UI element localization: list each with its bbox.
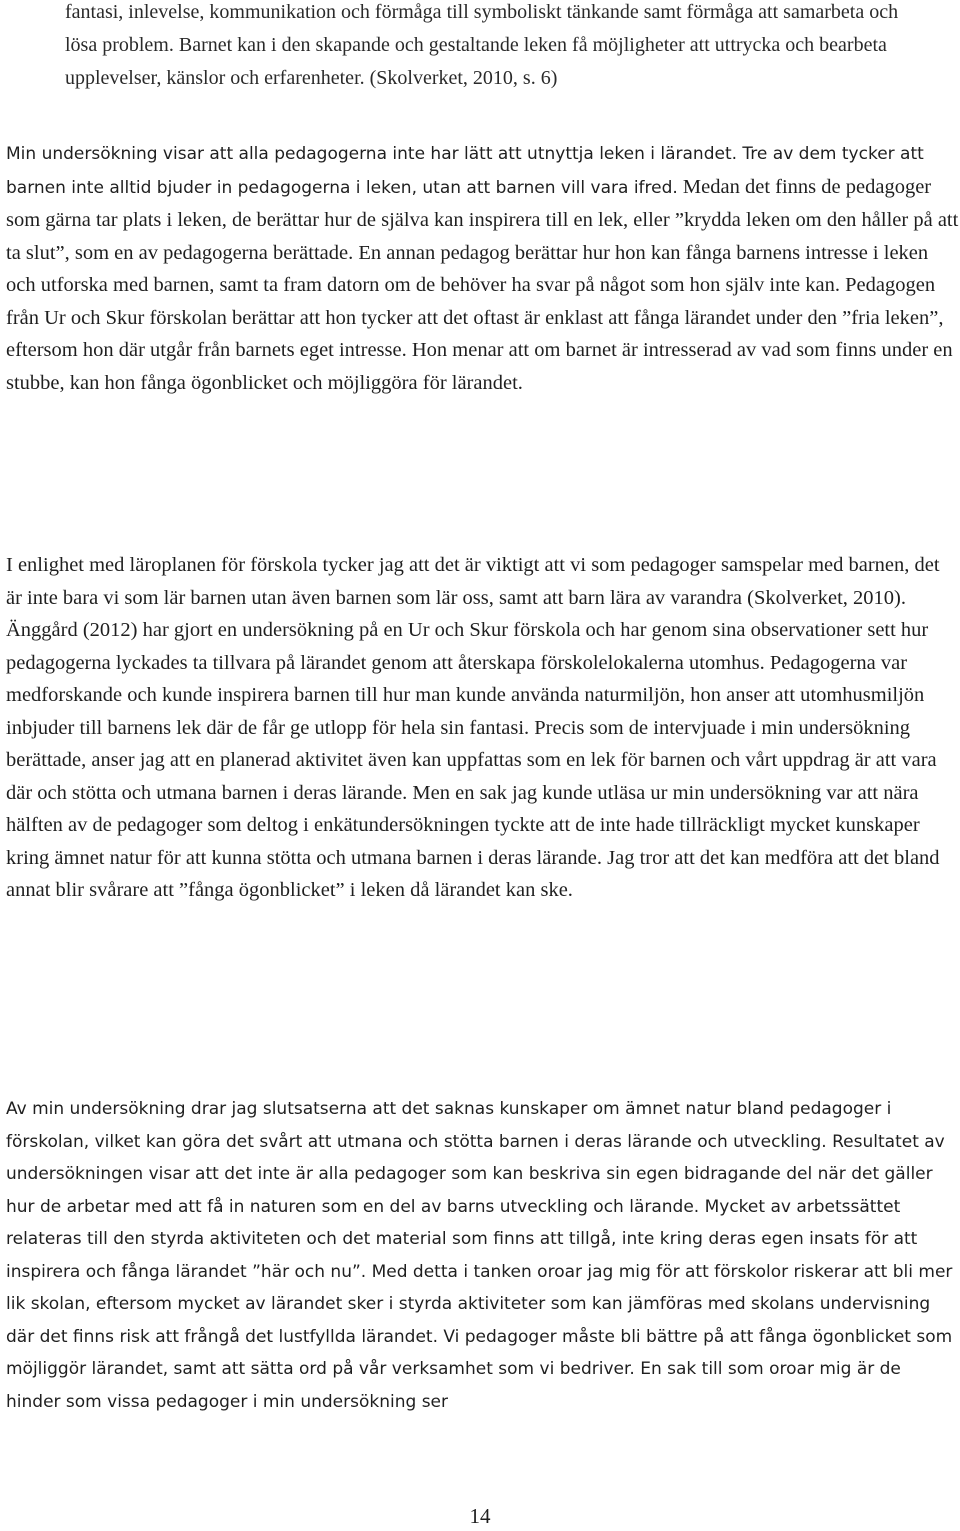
paragraph-findings bbox=[6, 138, 960, 399]
paragraph-findings-serif-text: Medan det finns de pedagoger som gärna tar plats i leken, de berättar hur de själva kan inspirera till en lek, eller ”krydda leken om den håller på att ta slut”, som en av pedagogerna berättade. En annan pedagog berättar hur hon kan fånga barnens intresse i leken och utforska med barnen, samt ta fram datorn om de behöver ha svar på något som hon själv inte kan. Pedagogen från Ur och Skur förskolan berättar att hon tycker att det oftast är enklast att fånga lärandet under den ”fria leken”, eftersom hon där utgår från barnets eget intresse. Hon menar att om barnet är intresserad av vad som finns under en stubbe, kan hon fånga ögonblicket och möjliggöra för lärandet. bbox=[6, 175, 959, 394]
quote-text: fantasi, inlevelse, kommunikation och förmåga till symboliskt tänkande samt förmåga att samarbeta och lösa problem. Barnet kan i den skapande och gestaltande leken få möjligheter att uttrycka och bearbeta upplevelser, känslor och erfarenheter. (Skolverket, 2010, s. 6) bbox=[65, 1, 899, 89]
block-quote bbox=[65, 0, 925, 94]
paragraph-curriculum bbox=[6, 549, 960, 907]
page-number: 14 bbox=[469, 1504, 491, 1528]
paragraph-conclusion-text: Av min undersökning drar jag slutsatserna att det saknas kunskaper om ämnet natur bland pedagoger i förskolan, vilket kan göra det svårt att utmana och stötta barnen i deras lärande och utveckling. Resultatet av undersökningen visar att det inte är alla pedagoger som kan beskriva sin egen bidragande del när det gäller hur de arbetar med att få in naturen som en del av barns utveckling och lärande. Mycket av arbetssättet relateras till den styrda aktiviteten och det material som finns att tillgå, inte kring deras egen insats för att inspirera och fånga lärandet ”här och nu”. Med detta i tanken oroar jag mig för att förskolor riskerar att bli mer lik skolan, eftersom mycket av lärandet sker i styrda aktiviteter som kan jämföras med skolans undervisning där det finns risk att frångå det lustfyllda lärandet. Vi pedagoger måste bli bättre på att fånga ögonblicket som möjliggör lärandet, samt att sätta ord på vår verksamhet som vi bedriver. En sak till som oroar mig är de hinder som vissa pedagoger i min undersökning ser bbox=[6, 1099, 953, 1412]
paragraph-findings-sans-text: Min undersökning visar att alla pedagogerna inte har lätt att utnyttja leken i lärandet. Tre av dem tycker att barnen inte alltid bjuder in pedagogerna i leken, utan att barnen vill vara ifred. bbox=[6, 144, 924, 198]
paragraph-conclusion bbox=[6, 1093, 960, 1418]
paragraph-curriculum-text: I enlighet med läroplanen för förskola tycker jag att det är viktigt att vi som pedagoger samspelar med barnen, det är inte bara vi som lär barnen utan även barnen som lär oss, samt att barn lära av varandra (Skolverket, 2010). Änggård (2012) har gjort en undersökning på en Ur och Skur förskola och har genom sina observationer sett hur pedagogerna lyckades ta tillvara på lärandet genom att återskapa förskolelokalerna utomhus. Pedagogerna var medforskande och kunde inspirera barnen till hur man kunde använda naturmiljön, hon anser att utomhusmiljön inbjuder till barnens lek där de får ge utlopp för hela sin fantasi. Precis som de intervjuade i min undersökning berättade, anser jag att en planerad aktivitet även kan uppfattas som en lek för barnen och vårt uppdrag är att vara där och stötta och utmana barnen i deras lärande. Men en sak jag kunde utläsa ur min undersökning var att nära hälften av de pedagoger som deltog i enkätundersökningen tyckte att de inte hade tillräckligt mycket kunskaper kring ämnet natur för att kunna stötta och utmana barnen i deras lärande. Jag tror att det kan medföra att det bland annat blir svårare att ”fånga ögonblicket” i leken då lärandet kan ske. bbox=[6, 554, 940, 901]
